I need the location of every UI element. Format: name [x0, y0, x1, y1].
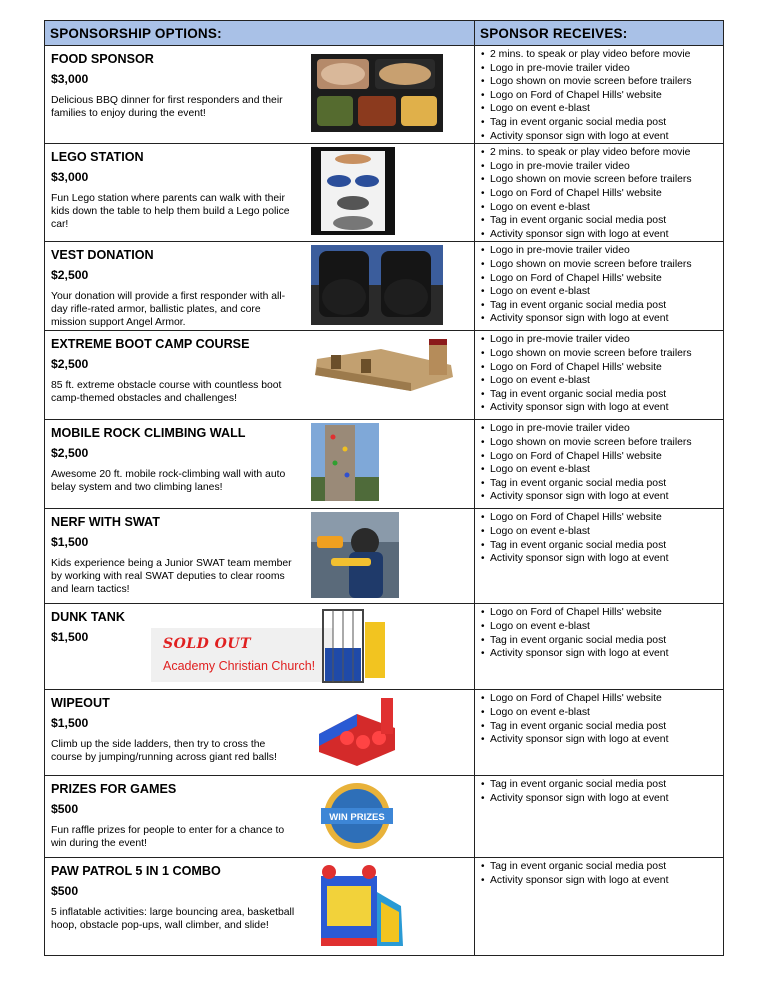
- benefits-cell: [475, 776, 724, 858]
- option-name: MOBILE ROCK CLIMBING WALL: [51, 426, 246, 441]
- option-cell: [45, 242, 475, 331]
- option-cell: [45, 690, 475, 776]
- dunk-tank-photo: [321, 608, 387, 684]
- benefit-item: • Logo shown on movie screen before trailers: [481, 347, 723, 361]
- option-description: Delicious BBQ dinner for first responders and their families to enjoy during the event!: [51, 95, 283, 119]
- option-cell: [45, 858, 475, 956]
- option-price: $2,500: [51, 357, 89, 372]
- benefit-item: • Tag in event organic social media post: [481, 778, 723, 792]
- option-price: $3,000: [51, 170, 89, 185]
- benefit-list: [475, 858, 723, 887]
- table-row: [45, 46, 724, 144]
- obstacle-course-photo: [311, 335, 457, 395]
- option-price: $500: [51, 884, 79, 899]
- option-description: Kids experience being a Junior SWAT team member by working with real SWAT deputies to clear rooms and learn tactics!: [51, 558, 292, 596]
- table-row: [45, 690, 724, 776]
- option-description: Climb up the side ladders, then try to cross the course by jumping/running across giant red balls!: [51, 739, 277, 764]
- benefit-item: • Logo in pre-movie trailer video: [481, 333, 723, 347]
- table-row: [45, 144, 724, 242]
- benefit-item: • Logo on Ford of Chapel Hills' website: [481, 272, 723, 286]
- benefit-list: [475, 46, 723, 143]
- benefit-item: • Logo on Ford of Chapel Hills' website: [481, 361, 723, 375]
- benefit-item: • Logo on Ford of Chapel Hills' website: [481, 450, 723, 464]
- benefit-list: [475, 331, 723, 415]
- benefit-item: • 2 mins. to speak or play video before movie: [481, 146, 723, 160]
- benefit-item: • Logo on event e-blast: [481, 201, 723, 215]
- win-prizes-text: WIN PRIZES: [329, 812, 385, 824]
- nerf-swat-photo: [311, 512, 399, 598]
- win-prizes-badge: [319, 780, 395, 852]
- benefits-cell: [475, 509, 724, 604]
- paw-patrol-bounce-house-photo: [315, 862, 407, 950]
- table-row: [45, 242, 724, 331]
- option-name: DUNK TANK: [51, 610, 125, 625]
- option-description: Awesome 20 ft. mobile rock-climbing wall with auto belay system and two climbing lanes!: [51, 469, 286, 494]
- lego-station-photo: [311, 147, 395, 235]
- option-price: $1,500: [51, 535, 89, 550]
- benefit-item: • Logo on Ford of Chapel Hills' website: [481, 606, 723, 620]
- option-name: LEGO STATION: [51, 150, 144, 165]
- option-price: $500: [51, 802, 79, 817]
- wipeout-inflatable-photo: [317, 694, 397, 768]
- benefit-item: • Activity sponsor sign with logo at event: [481, 733, 723, 747]
- benefit-list: [475, 690, 723, 746]
- header-sponsor-receives: SPONSOR RECEIVES:: [475, 21, 724, 46]
- option-name: VEST DONATION: [51, 248, 154, 263]
- benefit-list: [475, 242, 723, 326]
- benefits-cell: [475, 420, 724, 509]
- benefit-item: • Activity sponsor sign with logo at event: [481, 130, 723, 144]
- benefit-item: • Logo on event e-blast: [481, 374, 723, 388]
- benefit-list: [475, 420, 723, 504]
- benefit-item: • Logo in pre-movie trailer video: [481, 62, 723, 76]
- benefit-item: • Activity sponsor sign with logo at event: [481, 401, 723, 415]
- benefit-item: • Logo shown on movie screen before trailers: [481, 173, 723, 187]
- body-armor-vest-photo: [311, 245, 443, 325]
- option-cell: [45, 144, 475, 242]
- benefit-item: • Logo shown on movie screen before trailers: [481, 436, 723, 450]
- table-row: [45, 776, 724, 858]
- benefits-cell: [475, 144, 724, 242]
- benefit-item: • Tag in event organic social media post: [481, 116, 723, 130]
- option-name: PAW PATROL 5 IN 1 COMBO: [51, 864, 221, 879]
- benefit-item: • Logo on Ford of Chapel Hills' website: [481, 692, 723, 706]
- benefits-cell: [475, 858, 724, 956]
- option-price: $1,500: [51, 630, 89, 645]
- benefit-item: • Logo on Ford of Chapel Hills' website: [481, 89, 723, 103]
- option-name: EXTREME BOOT CAMP COURSE: [51, 337, 250, 352]
- benefit-item: • Logo on event e-blast: [481, 463, 723, 477]
- option-description: 85 ft. extreme obstacle course with countless boot camp-themed obstacles and challenges!: [51, 380, 282, 405]
- benefit-item: • Logo on event e-blast: [481, 102, 723, 116]
- benefit-item: • Activity sponsor sign with logo at event: [481, 874, 723, 888]
- table-row: [45, 509, 724, 604]
- benefit-item: • Logo on Ford of Chapel Hills' website: [481, 187, 723, 201]
- option-price: $2,500: [51, 446, 89, 461]
- benefit-item: • Logo shown on movie screen before trailers: [481, 258, 723, 272]
- benefit-item: • Logo on Ford of Chapel Hills' website: [481, 511, 723, 525]
- benefit-item: • Tag in event organic social media post: [481, 388, 723, 402]
- benefit-list: [475, 144, 723, 241]
- option-description: 5 inflatable activities: large bouncing area, basketball hoop, obstacle pop-ups, wall climber, and slide!: [51, 907, 295, 932]
- table-row: [45, 420, 724, 509]
- option-name: FOOD SPONSOR: [51, 52, 154, 66]
- table-row: [45, 604, 724, 690]
- option-cell: [45, 46, 475, 144]
- benefits-cell: [475, 331, 724, 420]
- sold-out-label: SOLD OUT: [163, 636, 251, 653]
- option-name: NERF WITH SWAT: [51, 515, 160, 530]
- benefits-cell: [475, 604, 724, 690]
- benefit-item: • Logo on event e-blast: [481, 706, 723, 720]
- benefit-item: • Tag in event organic social media post: [481, 539, 723, 553]
- benefit-item: • Activity sponsor sign with logo at event: [481, 647, 723, 661]
- sold-to-label: Academy Christian Church!: [163, 659, 316, 674]
- table-header-row: [45, 21, 724, 46]
- option-description: Fun raffle prizes for people to enter for a chance to win during the event!: [51, 825, 285, 850]
- benefit-item: • Logo shown on movie screen before trailers: [481, 75, 723, 89]
- benefit-item: • Logo on event e-blast: [481, 285, 723, 299]
- rock-climbing-wall-photo: [311, 423, 379, 501]
- option-name: WIPEOUT: [51, 696, 110, 711]
- benefit-item: • Tag in event organic social media post: [481, 214, 723, 228]
- benefit-item: • Tag in event organic social media post: [481, 720, 723, 734]
- benefit-item: • Activity sponsor sign with logo at event: [481, 312, 723, 326]
- benefit-item: • 2 mins. to speak or play video before movie: [481, 48, 723, 62]
- option-cell: [45, 420, 475, 509]
- benefit-item: • Logo in pre-movie trailer video: [481, 244, 723, 258]
- option-cell: [45, 604, 475, 690]
- benefit-list: [475, 509, 723, 565]
- table-row: [45, 331, 724, 420]
- benefit-item: • Tag in event organic social media post: [481, 299, 723, 313]
- option-price: $2,500: [51, 268, 89, 283]
- option-price: $3,000: [51, 72, 89, 86]
- benefit-item: • Activity sponsor sign with logo at event: [481, 490, 723, 504]
- benefits-cell: [475, 46, 724, 144]
- benefit-item: • Activity sponsor sign with logo at event: [481, 228, 723, 242]
- option-price: $1,500: [51, 716, 89, 731]
- option-description: Your donation will provide a first responder with all-day rifle-rated armor, ballistic plates, and core mission support Angel Armor.: [51, 291, 286, 329]
- benefit-item: • Logo on event e-blast: [481, 525, 723, 539]
- sponsorship-table: [44, 20, 724, 956]
- benefit-item: • Tag in event organic social media post: [481, 634, 723, 648]
- benefits-cell: [475, 242, 724, 331]
- bbq-food-photo: [311, 54, 443, 132]
- benefit-item: • Logo on event e-blast: [481, 620, 723, 634]
- benefits-cell: [475, 690, 724, 776]
- option-cell: [45, 509, 475, 604]
- table-row: [45, 858, 724, 956]
- benefit-item: • Logo in pre-movie trailer video: [481, 422, 723, 436]
- option-cell: [45, 776, 475, 858]
- sold-out-notice: [151, 628, 333, 682]
- benefit-item: • Logo in pre-movie trailer video: [481, 160, 723, 174]
- option-description: Fun Lego station where parents can walk with their kids down the table to help them build a Lego police car!: [51, 193, 290, 231]
- benefit-item: • Activity sponsor sign with logo at event: [481, 552, 723, 566]
- benefit-list: [475, 776, 723, 805]
- option-name: PRIZES FOR GAMES: [51, 782, 177, 797]
- benefit-item: • Activity sponsor sign with logo at event: [481, 792, 723, 806]
- benefit-item: • Tag in event organic social media post: [481, 477, 723, 491]
- option-cell: [45, 331, 475, 420]
- benefit-item: • Tag in event organic social media post: [481, 860, 723, 874]
- header-sponsorship-options: SPONSORSHIP OPTIONS:: [45, 21, 475, 46]
- benefit-list: [475, 604, 723, 660]
